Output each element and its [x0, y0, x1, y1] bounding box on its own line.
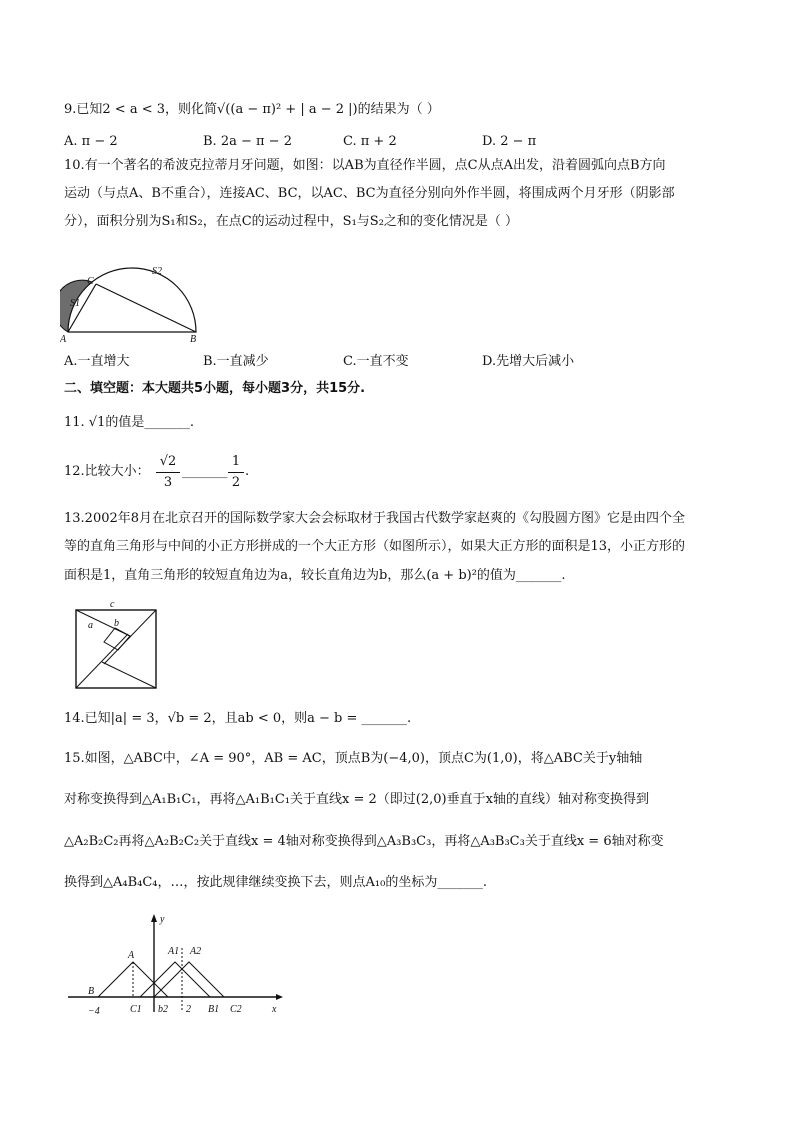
label-a-15: A — [128, 950, 135, 961]
reflection-figure — [64, 908, 294, 1020]
label-y: y — [160, 914, 165, 925]
q12-den2: 2 — [228, 472, 244, 493]
label-a2: A2 — [190, 946, 202, 957]
label-a-13: a — [88, 620, 93, 631]
q13-line1: 13.2002年8月在北京召开的国际数学家大会会标取材于我国古代数学家赵爽的《勾股圆方图》它是由四个全 — [64, 511, 686, 526]
q12-suffix: . — [245, 464, 250, 479]
label-2: 2 — [186, 1004, 191, 1015]
q15-line1: 15.如图，△ABC中，∠A = 90°，AB = AC，顶点B为(−4,0)，顶点C为(1,0)，将△ABC关于y轴轴 — [64, 751, 643, 766]
label-c1: C1 — [130, 1004, 142, 1015]
label-b1: B1 — [208, 1004, 220, 1015]
q10-option-c: C.一直不变 — [343, 354, 409, 369]
label-b-15: B — [88, 986, 95, 997]
zhao-shuang-figure — [68, 598, 168, 692]
label-b: B — [190, 334, 197, 344]
q12-num2: 1 — [231, 454, 241, 469]
label-s2: S2 — [152, 266, 162, 277]
q15-line4: 换得到△A₄B₄C₄，…，按此规律继续变换下去，则点A₁₀的坐标为_______. — [64, 875, 487, 890]
label-c: C — [87, 276, 94, 287]
q10-option-d: D.先增大后减小 — [482, 354, 575, 369]
q12-num1: √2 — [159, 454, 177, 469]
q9-option-a: A. π − 2 — [64, 134, 118, 149]
label-c-13: c — [110, 599, 115, 610]
q10-line3: 分），面积分别为S₁和S₂，在点C的运动过程中，S₁与S₂之和的变化情况是（ ） — [64, 214, 519, 229]
q13-line2: 等的直角三角形与中间的小正方形拼成的一个大正方形（如图所示），如果大正方形的面积是13，小正方形的 — [64, 539, 686, 554]
q9-option-b: B. 2a − π − 2 — [203, 134, 292, 149]
label-b-13: b — [114, 618, 119, 629]
label-x: x — [272, 1004, 277, 1015]
q12-den1: 3 — [156, 472, 180, 493]
q15-line2: 对称变换得到△A₁B₁C₁，再将△A₁B₁C₁关于直线x = 2（即过(2,0)垂直于x轴的直线）轴对称变换得到 — [64, 792, 649, 807]
q10-line2: 运动（与点A、B不重合），连接AC、BC，以AC、BC为直径分别向外作半圆，将围成两个月牙形（阴影部 — [64, 186, 675, 201]
label-a1: A1 — [168, 946, 180, 957]
label-c2: C2 — [230, 1004, 242, 1015]
q15-line3: △A₂B₂C₂再将△A₂B₂C₂关于直线x = 4轴对称变换得到△A₃B₃C₃，再将△A₃B₃C₃关于直线x = 6轴对称变 — [64, 834, 664, 849]
q13-line3: 面积是1，直角三角形的较短直角边为a，较长直角边为b，那么(a + b)²的值为_______. — [64, 568, 566, 583]
label-b2: b2 — [158, 1004, 168, 1015]
q10-option-b: B.一直减少 — [203, 354, 269, 369]
q9-option-d: D. 2 − π — [482, 134, 537, 149]
q9-option-c: C. π + 2 — [343, 134, 397, 149]
q10-option-a: A.一直增大 — [64, 354, 130, 369]
q12-blank: _______ — [182, 464, 228, 479]
section-title: 二、填空题：本大题共5小题，每小题3分，共15分. — [64, 381, 366, 396]
q10-line1: 10.有一个著名的希波克拉蒂月牙问题，如图：以AB为直径作半圆，点C从点A出发，沿着圆弧向点B方向 — [64, 158, 666, 173]
q14: 14.已知|a| = 3，√b = 2，且ab < 0，则a − b = _______. — [64, 711, 412, 726]
q9-stem: 9.已知2 < a < 3，则化简√((a − π)² + | a − 2 |)的结果为（ ） — [64, 102, 440, 117]
label-s1: S1 — [70, 298, 80, 309]
lune-figure — [60, 248, 210, 344]
q12-prefix: 12.比较大小： — [64, 464, 150, 479]
label-a: A — [60, 334, 67, 344]
q11: 11. √1的值是_______. — [64, 415, 194, 430]
label-neg4: −4 — [88, 1006, 100, 1017]
